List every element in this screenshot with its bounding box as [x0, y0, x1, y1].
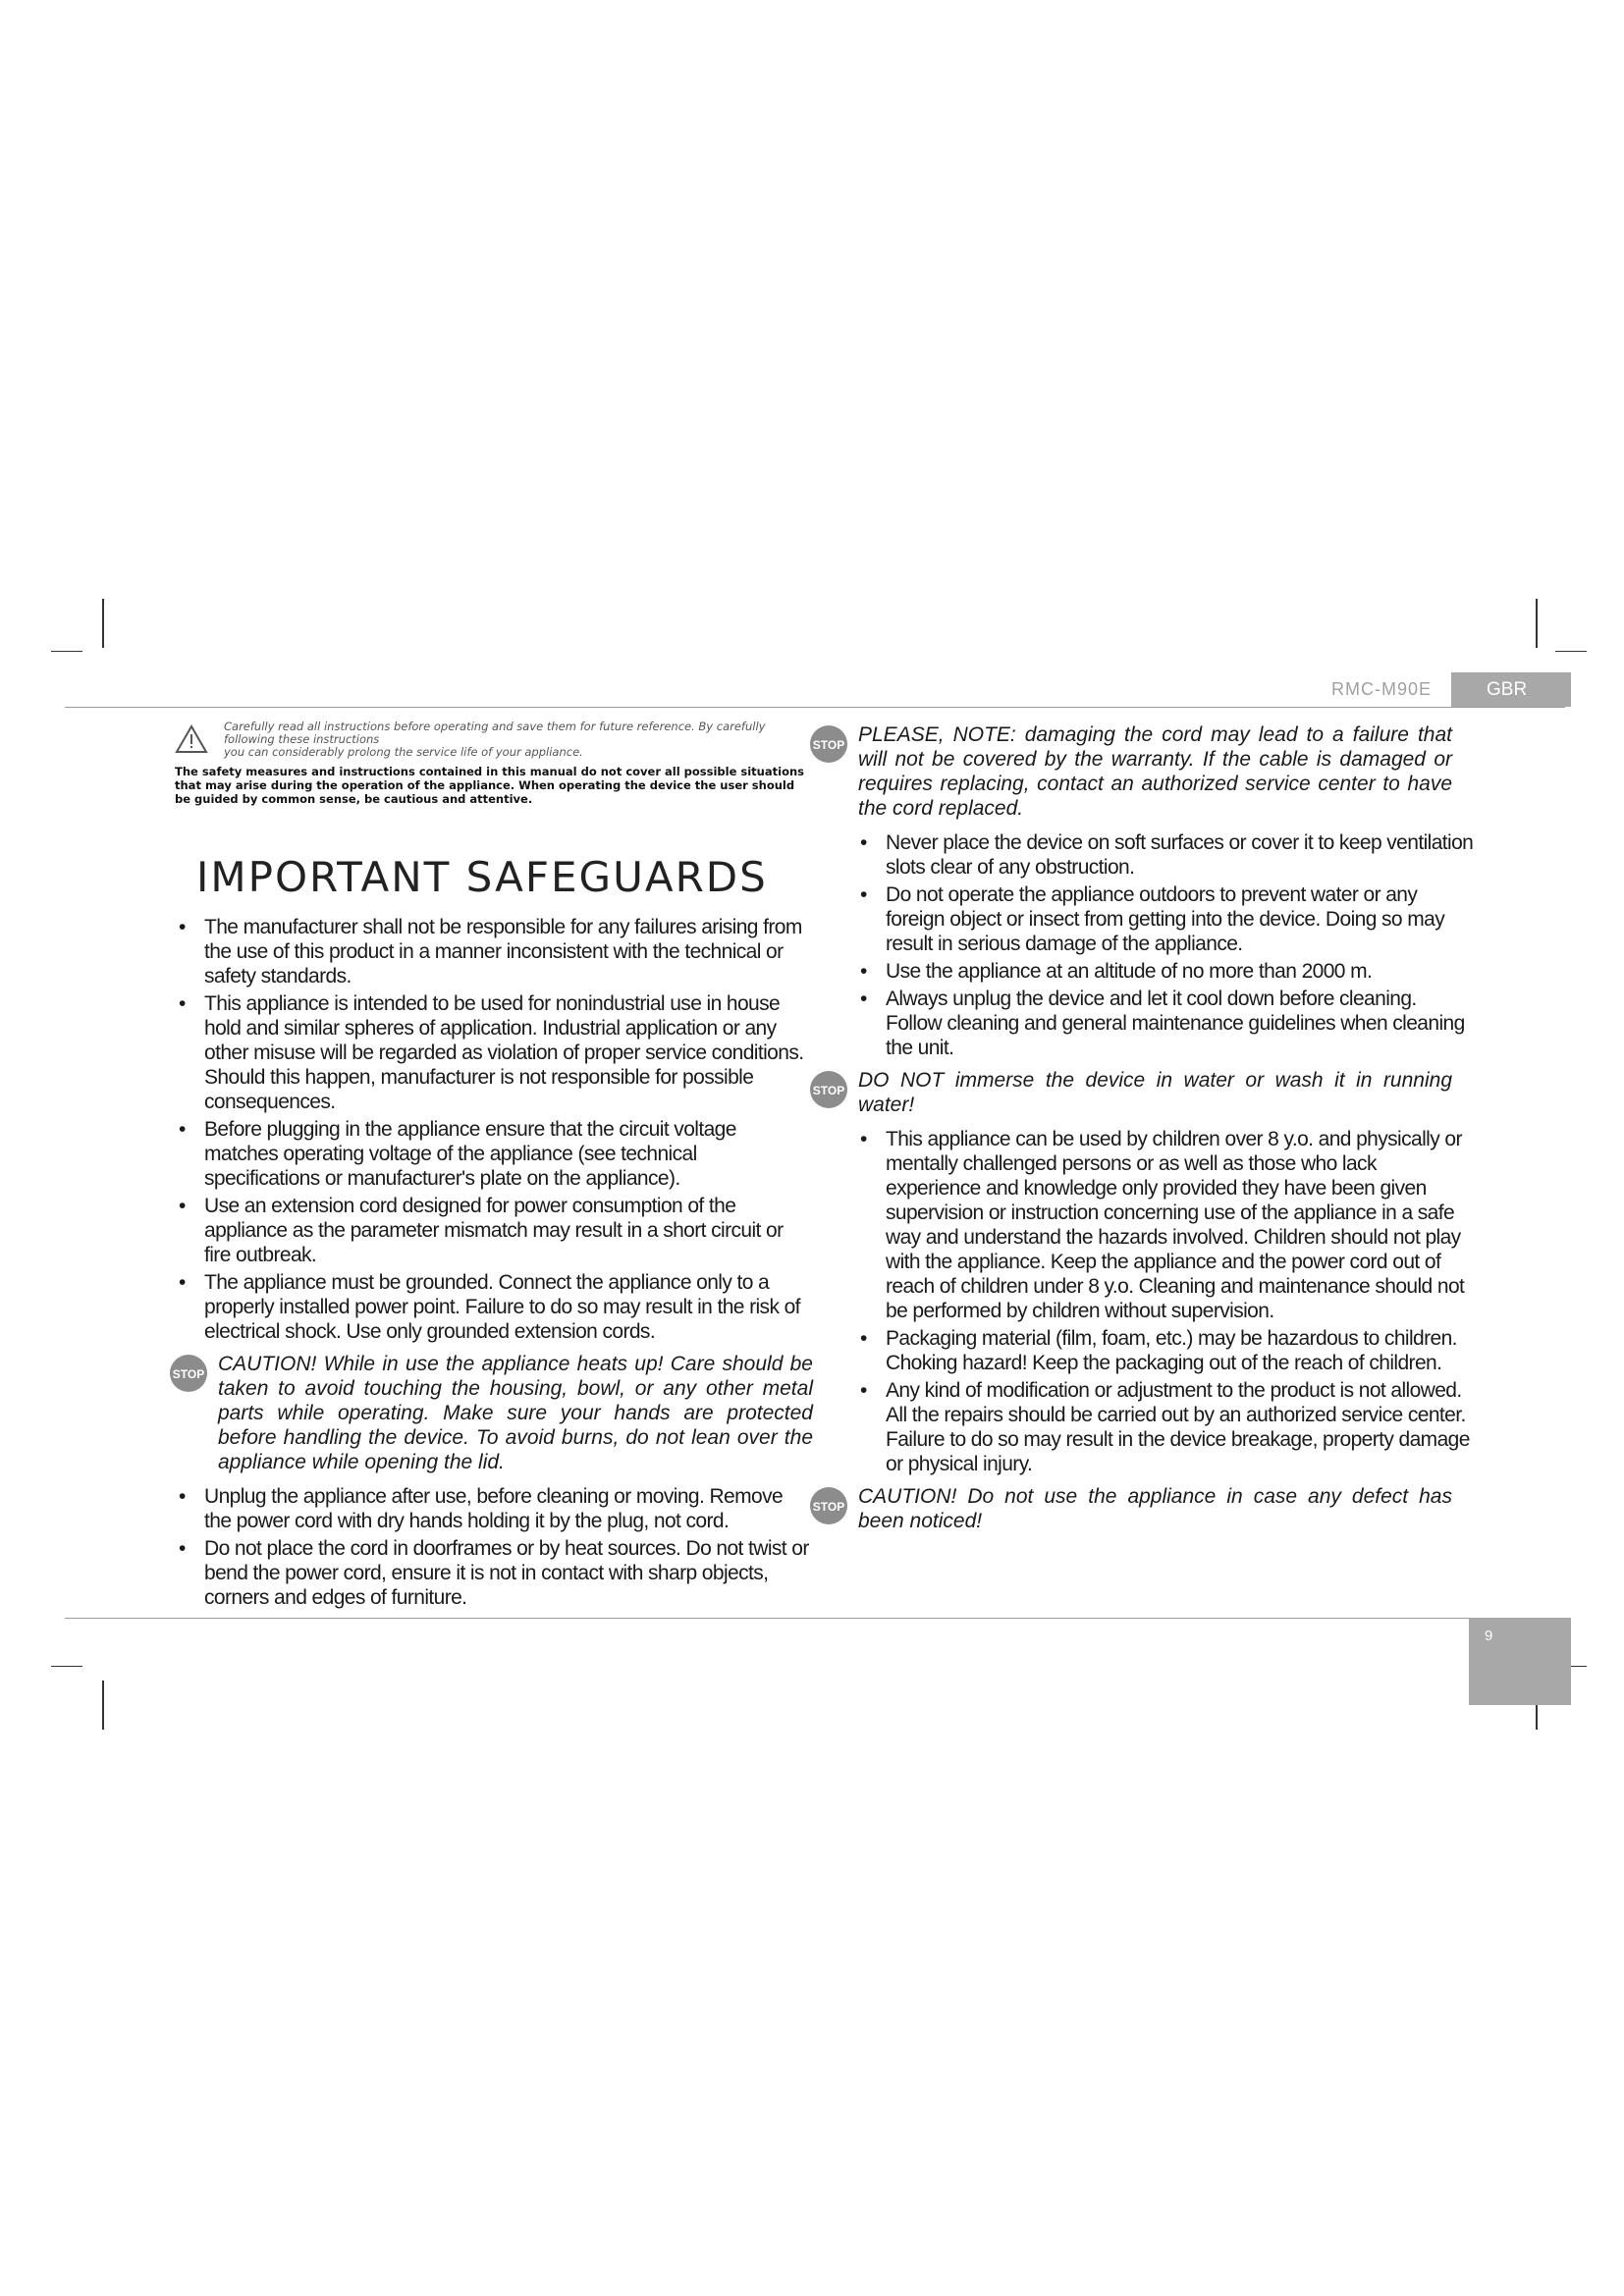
bullet-list — [856, 830, 1474, 1060]
caution-text: CAUTION! Do not use the appliance in case any defect has been noticed! — [858, 1485, 1452, 1532]
svg-text:STOP: STOP — [172, 1367, 205, 1381]
stop-icon — [809, 1070, 848, 1109]
note-text: PLEASE, NOTE: damaging the cord may lead to a failure that will not be covered by the warranty. If the cable is damaged or requires replacing, contact an authorized service center to have the cord replaced. — [858, 723, 1452, 820]
left-column — [172, 720, 813, 1613]
list-item: • This appliance is intended to be used for nonindustrial use in house hold and similar spheres of application. Industrial application or any other misuse will be regarded as violation of proper service conditions. Should this happen, manufacturer is not responsible for possible consequences. — [179, 992, 804, 1113]
warning-triangle-icon — [175, 724, 208, 754]
page-number: 9 — [1485, 1628, 1493, 1644]
list-item: • The manufacturer shall not be responsible for any failures arising from the use of this product in a manner inconsistent with the technical or safety standards. — [179, 916, 802, 988]
list-item: • Always unplug the device and let it cool down before cleaning. Follow cleaning and general maintenance guidelines when cleaning the unit. — [860, 988, 1465, 1059]
caution-block — [809, 1484, 1465, 1533]
list-item: • Do not operate the appliance outdoors to prevent water or any foreign object or insect from getting into the device. Doing so may result in serious damage of the appliance. — [860, 883, 1445, 955]
crop-mark — [102, 599, 104, 648]
caution-text: CAUTION! While in use the appliance heats up! Care should be taken to avoid touching the housing, bowl, or any other metal parts while operating. Make sure your hands are protected before handling the device. To avoid burns, do not lean over the appliance while opening the lid. — [218, 1353, 813, 1473]
language-tab: GBR — [1451, 672, 1571, 707]
stop-icon — [169, 1354, 208, 1393]
crop-mark — [1536, 599, 1538, 648]
page-number-box — [1469, 1618, 1571, 1705]
caution-block — [169, 1352, 813, 1474]
stop-icon — [809, 1486, 848, 1525]
header-rule — [65, 707, 1565, 708]
svg-text:STOP: STOP — [812, 1500, 845, 1514]
note-block — [809, 722, 1465, 821]
list-item: • Use the appliance at an altitude of no more than 2000 m. — [860, 960, 1373, 983]
note-text: DO NOT immerse the device in water or wash it in running water! — [858, 1069, 1452, 1116]
list-item: • Unplug the appliance after use, before cleaning or moving. Remove the power cord with dry hands holding it by the plug, not cord. — [179, 1485, 784, 1532]
intro-note — [175, 720, 813, 806]
model-label: RMC-M90E — [1330, 679, 1432, 699]
footer-rule — [65, 1618, 1565, 1619]
note-block — [809, 1068, 1465, 1117]
crop-mark — [1555, 651, 1587, 652]
svg-text:STOP: STOP — [812, 738, 845, 752]
list-item: • The appliance must be grounded. Connect the appliance only to a properly installed power point. Failure to do so may result in the risk of electrical shock. Use only grounded extension cords. — [179, 1271, 800, 1343]
bullet-list — [175, 1484, 813, 1610]
list-item: • This appliance can be used by children over 8 y.o. and physically or mentally challenged persons or as well as those who lack experience and knowledge only provided they have been given supervision or instruction concerning use of the appliance in a safe way and understand the hazards involved. Children should not play with the appliance. Keep the appliance and the power cord out of reach of children under 8 y.o. Cleaning and maintenance should not be performed by children without supervision. — [860, 1128, 1465, 1322]
intro-italic-line: Carefully read all instructions before operating and save them for future reference. By carefully following these instructions — [224, 720, 766, 746]
list-item: • Before plugging in the appliance ensure that the circuit voltage matches operating voltage of the appliance (see technical specifications or manufacturer's plate on the appliance). — [179, 1118, 736, 1190]
page-title: IMPORTANT SAFEGUARDS — [196, 853, 768, 901]
bullet-list — [856, 1127, 1470, 1476]
crop-mark — [102, 1681, 104, 1730]
intro-italic-line: you can considerably prolong the service life of your appliance. — [224, 745, 583, 759]
list-item: • Any kind of modification or adjustment to the product is not allowed. All the repairs should be carried out by an authorized service center. Failure to do so may result in the device breakage, property damage or physical injury. — [860, 1379, 1470, 1475]
list-item: • Do not place the cord in doorframes or by heat sources. Do not twist or bend the power cord, ensure it is not in contact with sharp objects, corners and edges of furniture. — [179, 1537, 809, 1609]
right-column — [812, 721, 1474, 1543]
list-item: • Never place the device on soft surfaces or cover it to keep ventilation slots clear of any obstruction. — [860, 831, 1474, 879]
stop-icon — [809, 724, 848, 764]
intro-bold-text: The safety measures and instructions contained in this manual do not cover all possible situations that may arise during the operation of the appliance. When operating the device the user should be guided by common sense, be cautious and attentive. — [175, 765, 805, 806]
list-item: • Use an extension cord designed for power consumption of the appliance as the parameter mismatch may result in a short circuit or fire outbreak. — [179, 1195, 784, 1266]
crop-mark — [51, 1666, 82, 1667]
svg-text:STOP: STOP — [812, 1084, 845, 1097]
crop-mark — [51, 651, 82, 652]
bullet-list — [175, 915, 813, 1344]
list-item: • Packaging material (film, foam, etc.) may be hazardous to children. Choking hazard! Keep the packaging out of the reach of children. — [860, 1327, 1457, 1374]
